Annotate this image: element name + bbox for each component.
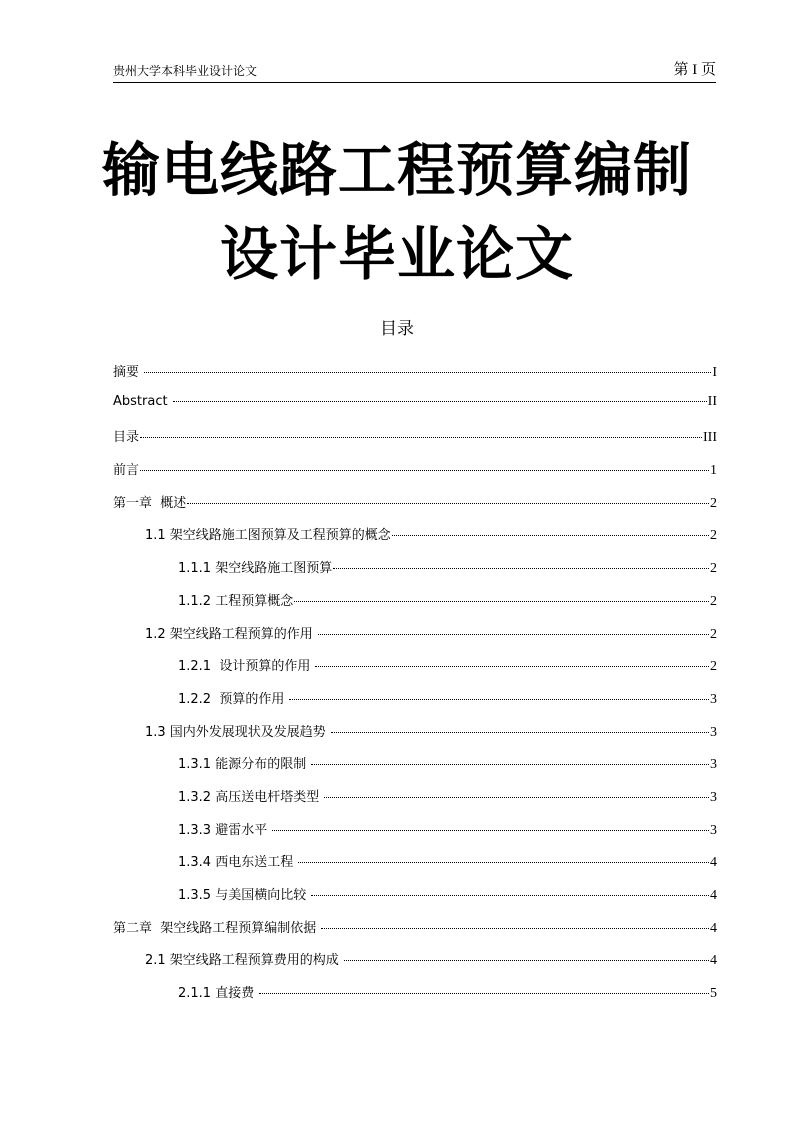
toc-entry[interactable]	[113, 851, 717, 884]
toc-entry-label: 1.3.3 避雷水平	[178, 822, 272, 838]
toc-entry-label: 2.1 架空线路工程预算费用的构成	[145, 953, 343, 969]
toc-entry[interactable]	[113, 721, 717, 754]
toc-entry-label: 第二章 架空线路工程预算编制依据	[113, 920, 321, 936]
toc-entry-label: 1.3.4 西电东送工程	[178, 855, 298, 871]
toc-entry-label: 1.1.1 架空线路施工图预算	[178, 561, 333, 577]
toc-entry-label: 2.1.1 直接费	[178, 986, 259, 1002]
toc-entry-page: 3	[710, 691, 717, 707]
toc-dot-leader	[321, 928, 709, 929]
toc-entry-page: I	[712, 365, 717, 380]
toc-entry[interactable]	[113, 949, 717, 982]
toc-entry[interactable]	[113, 590, 717, 623]
toc-entry-label: 目录	[113, 430, 140, 446]
toc-entry[interactable]	[113, 982, 717, 1015]
toc-entry-page: 3	[710, 822, 717, 838]
toc-dot-leader	[272, 830, 709, 831]
toc-entry-label: 1.3 国内外发展现状及发展趋势	[145, 724, 330, 740]
toc-dot-leader	[311, 764, 709, 765]
toc-entry-page: II	[707, 393, 717, 409]
toc-entry[interactable]	[113, 394, 717, 427]
toc-entry-page: III	[703, 430, 717, 446]
toc-entry[interactable]	[113, 688, 717, 721]
toc-entry-page: 2	[710, 659, 717, 675]
toc-dot-leader	[318, 634, 709, 635]
toc-dot-leader	[140, 470, 709, 471]
toc-entry-label: 1.3.5 与美国横向比较	[178, 888, 311, 903]
toc-entry-label: Abstract	[113, 393, 172, 409]
toc-entry-label: 第一章 概述	[113, 495, 187, 511]
toc-entry[interactable]	[113, 426, 717, 459]
toc-dot-leader	[315, 666, 709, 667]
toc-entry[interactable]	[113, 819, 717, 852]
toc-entry-label: 1.1.2 工程预算概念	[178, 593, 294, 609]
toc-dot-leader	[289, 699, 709, 700]
toc-dot-leader	[144, 372, 711, 373]
toc-heading: 目录	[380, 319, 414, 339]
toc-entry[interactable]	[113, 884, 717, 917]
toc-entry[interactable]	[113, 753, 717, 786]
toc-entry-label: 1.2 架空线路工程预算的作用	[145, 626, 317, 642]
toc-entry-page: 2	[710, 495, 717, 511]
toc-dot-leader	[294, 601, 709, 602]
toc-entry-page: 4	[710, 953, 717, 969]
document-title	[60, 128, 734, 296]
header-page-number: 第 I 页	[673, 62, 716, 78]
toc-entry[interactable]	[113, 917, 717, 950]
toc-dot-leader	[298, 862, 709, 863]
toc-entry[interactable]	[113, 459, 717, 492]
toc-entry-page: 3	[710, 724, 717, 740]
toc-entry-page: 5	[710, 986, 717, 1002]
toc-dot-leader	[187, 503, 709, 504]
toc-entry[interactable]	[113, 655, 717, 688]
page-header	[113, 58, 716, 83]
toc-dot-leader	[392, 535, 709, 536]
toc-entry[interactable]	[113, 623, 717, 656]
toc-entry-label: 前言	[113, 463, 140, 479]
toc-dot-leader	[173, 401, 707, 402]
toc-entry-page: 3	[710, 789, 717, 805]
toc-entry-label: 摘要	[113, 365, 144, 380]
toc-entry-page: 3	[710, 757, 717, 773]
toc-entry-page: 2	[710, 593, 717, 609]
toc-dot-leader	[259, 993, 709, 994]
toc-dot-leader	[140, 437, 702, 438]
toc-entry-page: 2	[710, 561, 717, 577]
toc-dot-leader	[333, 568, 709, 569]
toc-entry-page: 4	[710, 855, 717, 871]
toc-dot-leader	[344, 960, 709, 961]
toc-entry[interactable]	[113, 524, 717, 557]
toc-entry-label: 1.1 架空线路施工图预算及工程预算的概念	[145, 528, 391, 544]
toc-dot-leader	[324, 797, 709, 798]
toc-entry-label: 1.3.2 高压送电杆塔类型	[178, 789, 324, 805]
toc-entry[interactable]	[113, 557, 717, 590]
toc-entry[interactable]	[113, 492, 717, 525]
toc-entry-label: 1.3.1 能源分布的限制	[178, 757, 311, 773]
toc-entry-label: 1.2.1 设计预算的作用	[178, 659, 315, 675]
toc-entry[interactable]	[113, 786, 717, 819]
title-line-2: 设计毕业论文	[219, 220, 574, 288]
header-institution: 贵州大学本科毕业设计论文	[113, 64, 258, 78]
toc-entry-page: 4	[710, 920, 717, 936]
toc-dot-leader	[331, 732, 709, 733]
toc-entry-page: 1	[710, 463, 717, 479]
toc-entry-page: 2	[710, 626, 717, 642]
toc-dot-leader	[311, 895, 709, 896]
toc-entry[interactable]	[113, 361, 717, 394]
toc-entry-page: 4	[710, 888, 717, 903]
title-line-1: 输电线路工程预算编制	[101, 136, 692, 204]
table-of-contents	[113, 361, 717, 1015]
toc-entry-label: 1.2.2 预算的作用	[178, 691, 289, 707]
toc-entry-page: 2	[710, 528, 717, 544]
